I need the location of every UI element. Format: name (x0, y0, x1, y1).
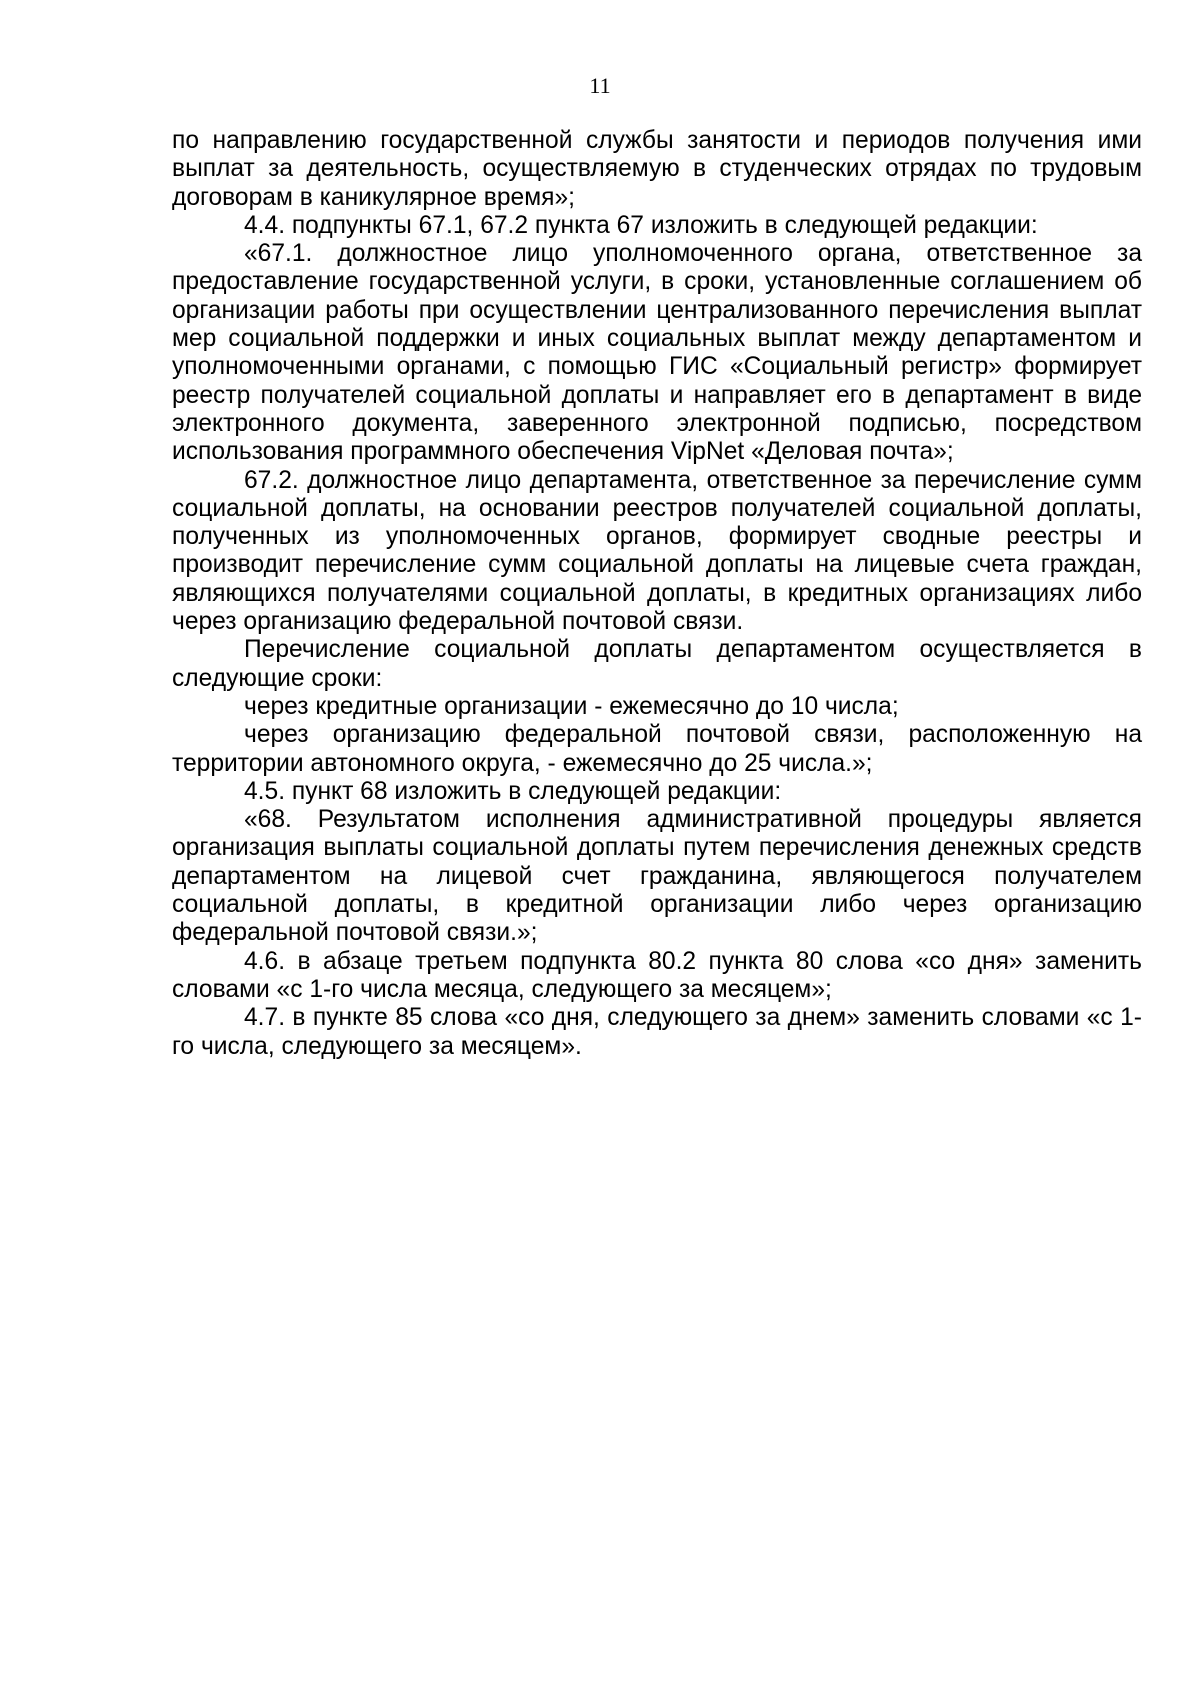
paragraph-subitem-67-2: 67.2. должностное лицо департамента, ответственное за перечисление сумм социальной доплаты, на основании реестров получателей социальной доплаты, полученных из уполномоченных органов, формирует сводные реестры и производит перечисление сумм социальной доплаты на лицевые счета граждан, являющихся получателями социальной доплаты, в кредитных организациях либо через организацию федеральной почтовой связи. (172, 466, 1142, 636)
paragraph-item-4-4: 4.4. подпункты 67.1, 67.2 пункта 67 изложить в следующей редакции: (244, 211, 1038, 239)
paragraph-postal-service: через организацию федеральной почтовой связи, расположенную на территории автономного округа, - ежемесячно до 25 числа.»; (172, 721, 1142, 777)
paragraph-item-4-6: 4.6. в абзаце третьем подпункта 80.2 пункта 80 слова «со дня» заменить словами «с 1-го числа месяца, следующего за месяцем»; (172, 947, 1142, 1003)
paragraph-continuation: по направлению государственной службы занятости и периодов получения ими выплат за деятельность, осуществляемую в студенческих отрядах по трудовым договорам в каникулярное время»; (172, 127, 1142, 211)
paragraph-subitem-67-1: «67.1. должностное лицо уполномоченного органа, ответственное за предоставление государственной услуги, в сроки, установленные соглашением об организации работы при осуществлении централизованного перечисления выплат мер социальной поддержки и иных социальных выплат между департаментом и уполномоченными органами, с помощью ГИС «Социальный регистр» формирует реестр получателей социальной доплаты и направляет его в департамент в виде электронного документа, заверенного электронной подписью, посредством использования программного обеспечения VipNet «Деловая почта»; (172, 240, 1142, 466)
paragraph-item-4-5: 4.5. пункт 68 изложить в следующей редакции: (244, 777, 782, 805)
document-body (172, 127, 1142, 1061)
paragraph-credit-organizations: через кредитные организации - ежемесячно до 10 числа; (244, 692, 899, 720)
paragraph-item-68: «68. Результатом исполнения административной процедуры является организация выплаты социальной доплаты путем перечисления денежных средств департаментом на лицевой счет гражданина, являющегося получателем социальной доплаты, в кредитной организации либо через организацию федеральной почтовой связи.»; (172, 806, 1142, 947)
paragraph-transfer-terms: Перечисление социальной доплаты департаментом осуществляется в следующие сроки: (172, 636, 1142, 692)
page-number: 11 (589, 73, 611, 98)
paragraph-item-4-7: 4.7. в пункте 85 слова «со дня, следующего за днем» заменить словами «с 1-го числа, следующего за месяцем». (172, 1004, 1142, 1060)
